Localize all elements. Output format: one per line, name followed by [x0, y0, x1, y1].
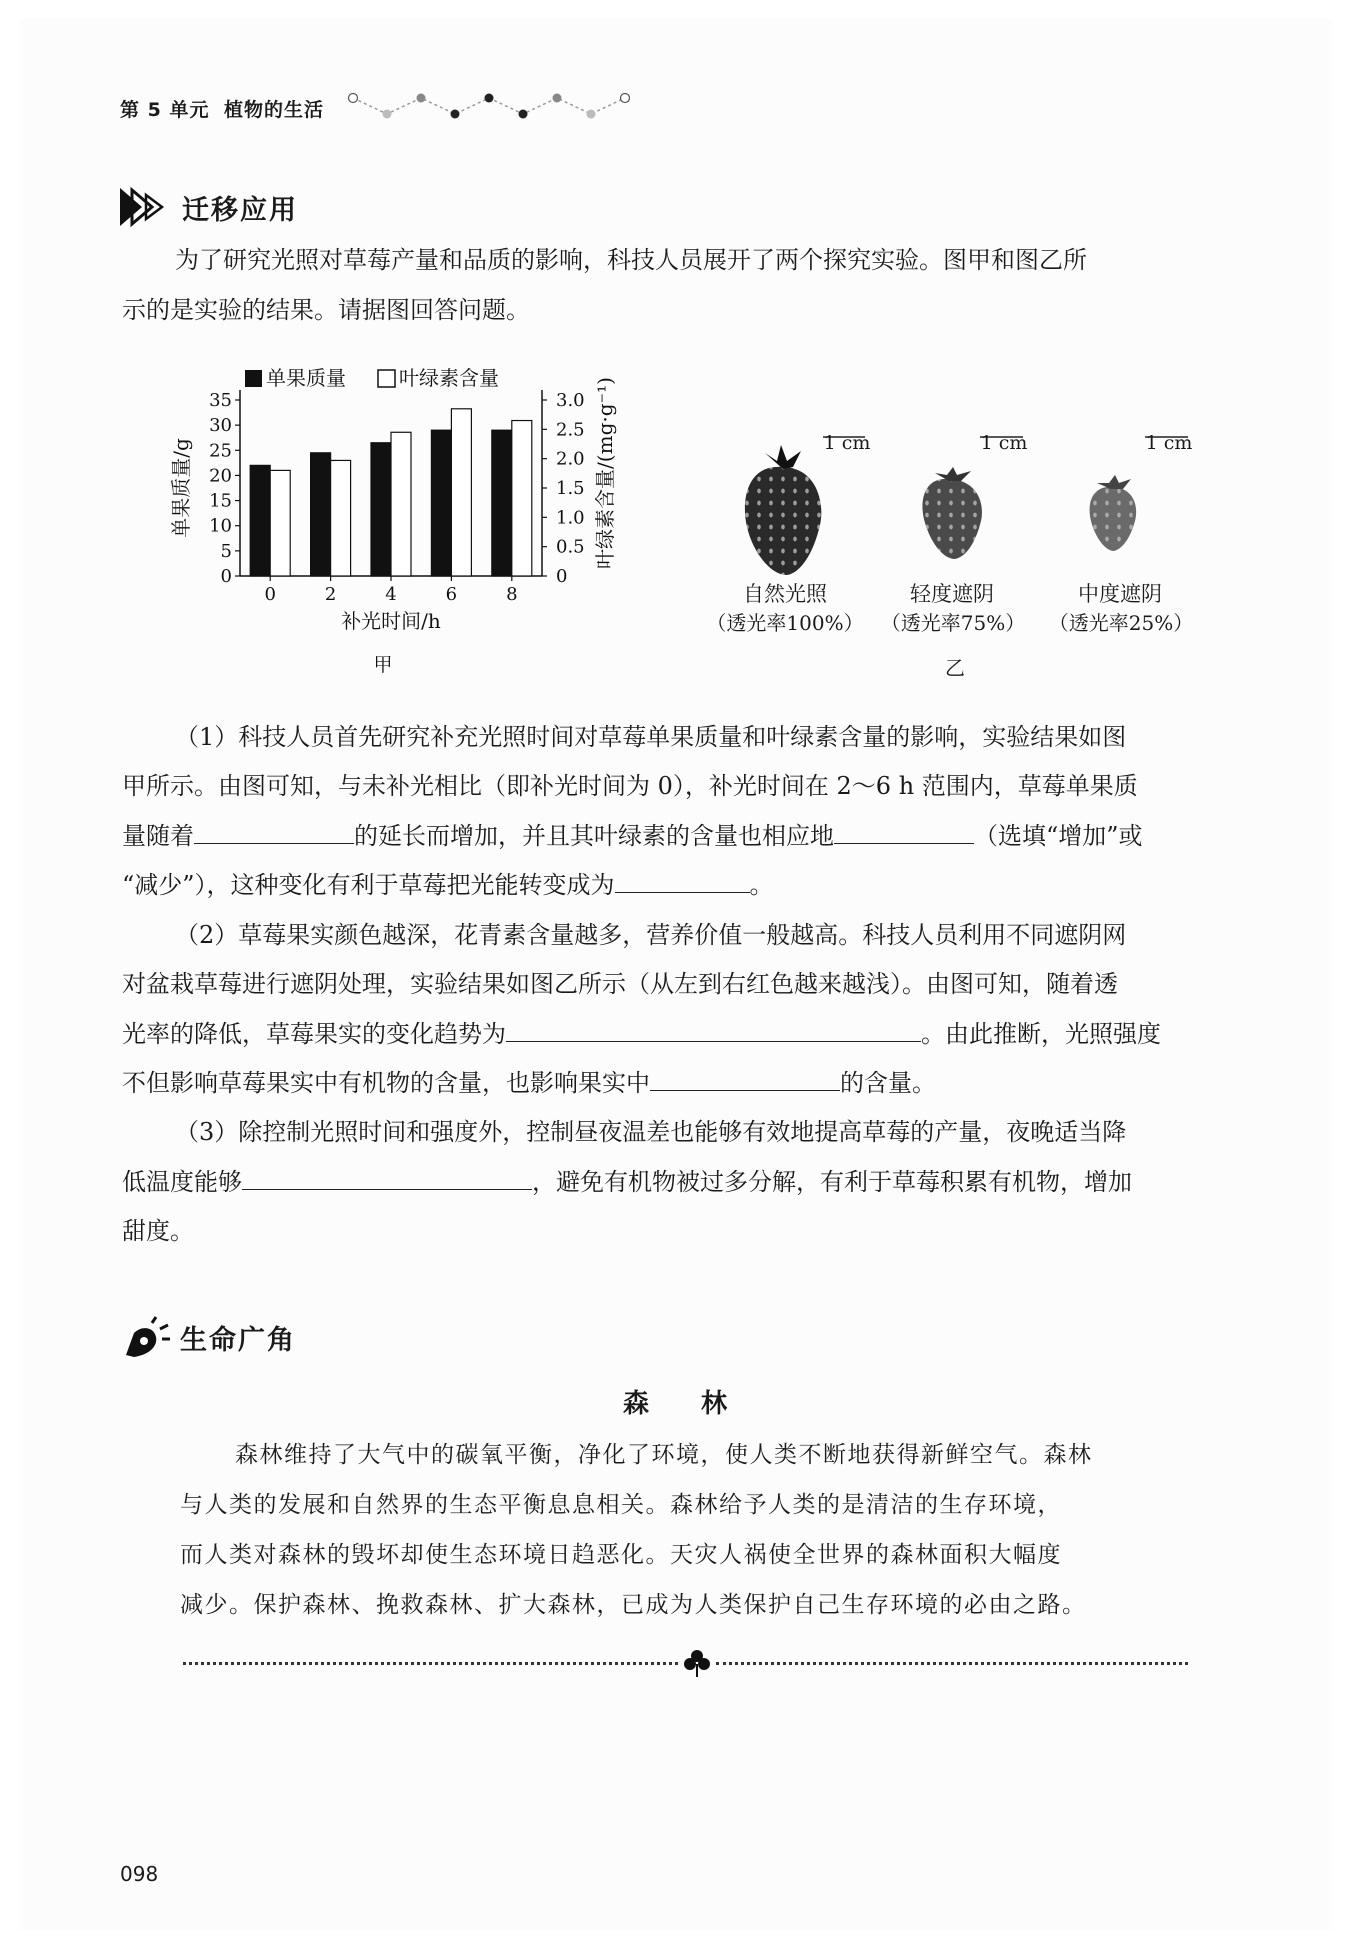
tick-label-left: 35 [209, 390, 232, 411]
intro-line-2: 示的是实验的结果。请据图回答问题。 [122, 296, 530, 324]
q3-line-3: 甜度。 [122, 1217, 194, 1245]
tick-label-left: 5 [220, 540, 232, 562]
q1-text-a: 量随着 [122, 822, 194, 850]
scale-label-1: 1 cm [823, 432, 871, 454]
tick-label-left: 15 [209, 490, 232, 512]
legend-label-chlorophyll: 叶绿素含量 [399, 366, 499, 390]
q2-line-4 [122, 1058, 936, 1108]
arrows-icon [118, 186, 174, 228]
unit-label: 第 5 单元 [120, 99, 210, 121]
tick-label-right: 0 [556, 566, 568, 587]
bar-chart [150, 350, 640, 690]
figure-label-yi: 乙 [945, 656, 965, 680]
section-title-life: 生命广角 [180, 1325, 296, 1356]
tick-label-right: 2.0 [556, 448, 585, 470]
page-number: 098 [120, 1862, 159, 1886]
tick-label-right: 0.5 [556, 536, 585, 558]
x-tick-label: 2 [324, 584, 337, 605]
header-bead-decoration [345, 86, 630, 122]
x-axis-label: 补光时间/h [341, 609, 441, 633]
bar-fruit-mass [371, 443, 391, 576]
caption-rate-75: （透光率75%） [880, 611, 1026, 635]
q3-text-b: ，避免有机物被过多分解，有利于草莓积累有机物，增加 [532, 1168, 1132, 1196]
strawberry-natural-light [745, 437, 865, 575]
bar-chlorophyll [451, 409, 471, 576]
divider-right [716, 1662, 1188, 1665]
section-title-transfer: 迁移应用 [182, 195, 298, 226]
q2-text-c: 不但影响草莓果实中有机物的含量，也影响果实中 [122, 1069, 650, 1097]
scale-label-2: 1 cm [980, 432, 1028, 454]
q1-text-e: 。 [749, 871, 774, 899]
answer-blank-2[interactable] [834, 817, 974, 844]
tick-label-left: 20 [209, 465, 232, 487]
y-axis-label-left: 单果质量/g [169, 438, 193, 538]
q2-line-1: （2）草莓果实颜色越深，花青素含量越多，营养价值一般越高。科技人员利用不同遮阴网 [175, 921, 1127, 949]
caption-light-shade: 轻度遮阴 [910, 582, 994, 606]
tick-label-left: 0 [220, 566, 232, 587]
scale-label-3: 1 cm [1145, 432, 1193, 454]
tick-label-right: 1.0 [556, 507, 585, 529]
answer-blank-6[interactable] [242, 1163, 532, 1190]
legend-label-fruit-mass: 单果质量 [266, 366, 346, 390]
answer-blank-3[interactable] [615, 866, 750, 893]
x-tick-label: 6 [445, 584, 458, 605]
strawberry-medium-shade [1090, 437, 1188, 551]
article-title: 森 林 [622, 1389, 727, 1419]
tick-label-left: 30 [209, 415, 232, 437]
q1-text-d: “减少”），这种变化有利于草莓把光能转变成为 [122, 871, 615, 899]
tick-label-right: 3.0 [556, 390, 585, 411]
bar-chlorophyll [270, 470, 290, 576]
clover-icon [684, 1648, 710, 1678]
q1-text-b: 的延长而增加，并且其叶绿素的含量也相应地 [354, 822, 834, 850]
article-line-1: 森林维持了大气中的碳氧平衡，净化了环境，使人类不断地获得新鲜空气。森林 [235, 1442, 1093, 1468]
x-tick-label: 0 [264, 584, 276, 605]
unit-title: 植物的生活 [224, 99, 325, 121]
strawberry-light-shade [922, 437, 1023, 559]
tick-label-left: 25 [209, 440, 232, 462]
answer-blank-1[interactable] [194, 817, 354, 844]
bar-fruit-mass [431, 430, 451, 576]
q1-line-1: （1）科技人员首先研究补充光照时间对草莓单果质量和叶绿素含量的影响，实验结果如图 [175, 723, 1127, 751]
y-axis-label-right: 叶绿素含量/(mg·g⁻¹) [593, 377, 617, 569]
q1-line-3 [122, 811, 1143, 861]
article-line-3: 而人类对森林的毁坏却使生态环境日趋恶化。天灾人祸使全世界的森林面积大幅度 [180, 1542, 1062, 1568]
q3-line-2 [122, 1157, 1132, 1207]
q2-line-2: 对盆栽草莓进行遮阴处理，实验结果如图乙所示（从左到右红色越来越浅）。由图可知，随着透 [122, 970, 1118, 998]
x-tick-label: 8 [506, 584, 518, 605]
tick-label-right: 1.5 [556, 478, 585, 499]
bar-chlorophyll [512, 421, 532, 576]
bar-chlorophyll [391, 432, 411, 576]
divider-left [183, 1662, 678, 1665]
q3-line-1: （3）除控制光照时间和强度外，控制昼夜温差也能够有效地提高草莓的产量，夜晚适当降 [175, 1118, 1127, 1146]
caption-natural-light: 自然光照 [743, 582, 827, 606]
caption-rate-25: （透光率25%） [1048, 611, 1194, 635]
q1-line-4 [122, 860, 774, 910]
speaker-icon [122, 1315, 172, 1361]
q2-line-3 [122, 1009, 1161, 1059]
figure-label-jia: 甲 [373, 654, 393, 676]
bar-fruit-mass [311, 453, 331, 576]
q3-text-a: 低温度能够 [122, 1168, 242, 1196]
answer-blank-5[interactable] [650, 1064, 840, 1091]
answer-blank-4[interactable] [506, 1015, 921, 1042]
q2-text-b: 。由此推断，光照强度 [921, 1020, 1161, 1048]
q2-text-a: 光率的降低，草莓果实的变化趋势为 [122, 1020, 506, 1048]
caption-medium-shade: 中度遮阴 [1078, 582, 1162, 606]
bar-chlorophyll [331, 460, 351, 576]
intro-line-1: 为了研究光照对草莓产量和品质的影响，科技人员展开了两个探究实验。图甲和图乙所 [175, 246, 1087, 274]
bar-fruit-mass [250, 465, 270, 576]
q1-text-c: （选填“增加”或 [974, 822, 1143, 850]
legend-swatch-chlorophyll [378, 370, 395, 387]
legend-swatch-fruit-mass [245, 370, 262, 387]
q2-text-d: 的含量。 [840, 1069, 936, 1097]
tick-label-right: 2.5 [556, 419, 585, 441]
article-line-4: 减少。保护森林、挽救森林、扩大森林，已成为人类保护自己生存环境的必由之路。 [180, 1592, 1087, 1618]
tick-label-left: 10 [209, 515, 232, 537]
x-tick-label: 4 [385, 584, 397, 605]
bar-fruit-mass [492, 430, 512, 576]
caption-rate-100: （透光率100%） [706, 611, 864, 635]
article-line-2: 与人类的发展和自然界的生态平衡息息相关。森林给予人类的是清洁的生存环境， [180, 1492, 1062, 1518]
q1-line-2: 甲所示。由图可知，与未补光相比（即补光时间为 0），补光时间在 2～6 h 范围内，草莓单果质 [122, 772, 1138, 800]
